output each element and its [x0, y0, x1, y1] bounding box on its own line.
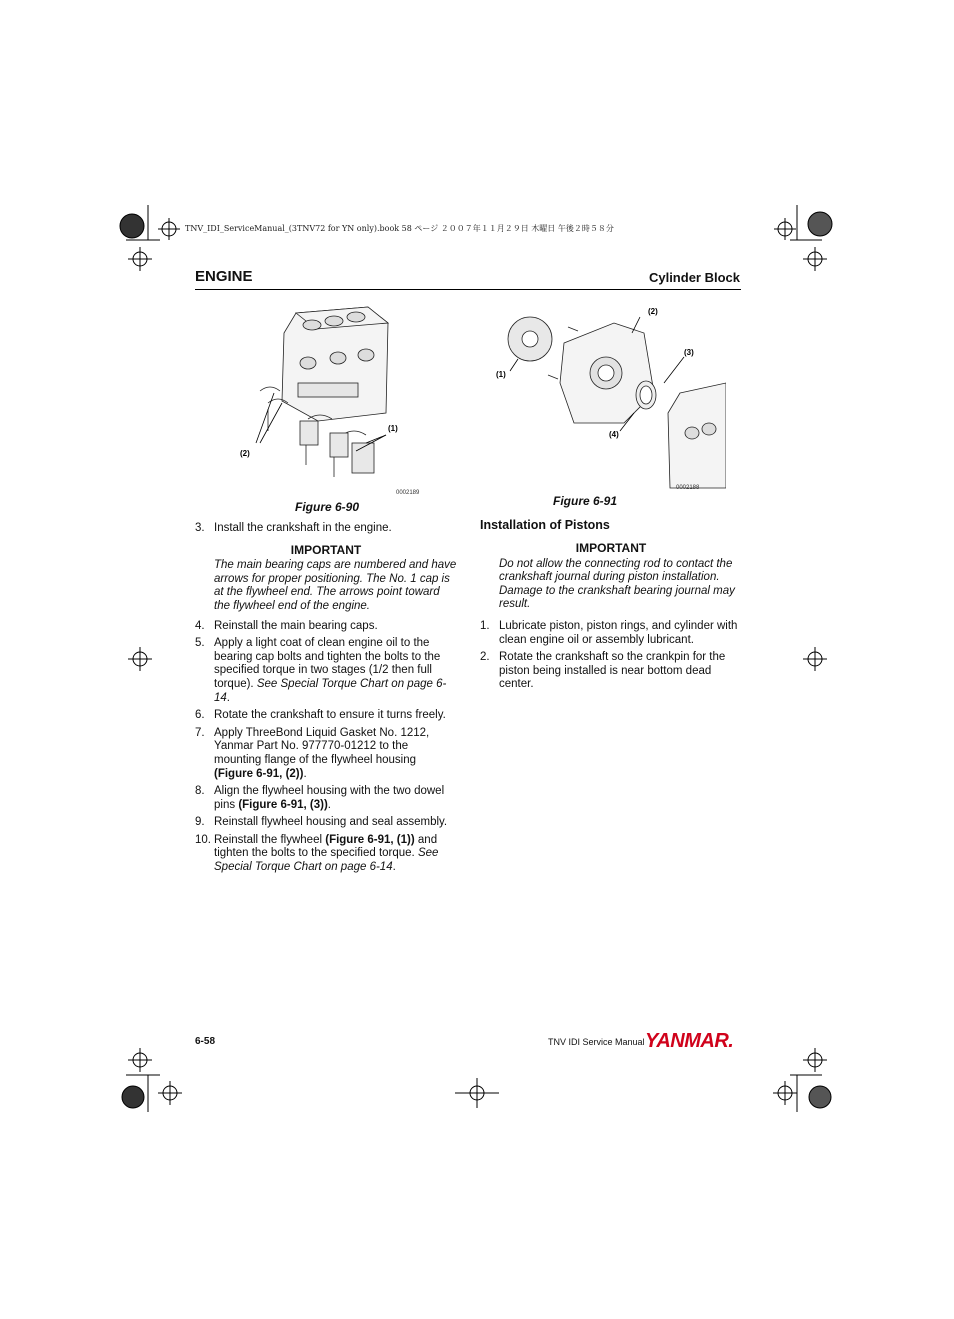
manual-title: TNV IDI Service Manual	[548, 1037, 645, 1047]
right-column	[480, 542, 742, 696]
piston-step-2: 2. Rotate the crankshaft so the crankpin for the piston being installed is near bottom dead center.	[480, 651, 726, 691]
important-text-right: Do not allow the connecting rod to contact the crankshaft journal during piston installation. Damage to the crankshaft bearing journal may result.	[499, 557, 735, 611]
header-rule	[195, 289, 741, 290]
section-heading-installation-of-pistons: Installation of Pistons	[480, 518, 610, 532]
step-7: 7. Apply ThreeBond Liquid Gasket No. 1212, Yanmar Part No. 977770-01212 to the mounting flange of the flywheel housing (Figure 6-91, (2)).	[195, 726, 430, 780]
step-8-figure-ref: (Figure 6-91, (3))	[238, 798, 328, 811]
step-10-figure-ref: (Figure 6-91, (1))	[325, 833, 415, 846]
figure-6-90-illustration	[238, 303, 438, 498]
figure-6-91-illustration	[494, 303, 726, 493]
fig91-callout-3: (3)	[684, 348, 694, 357]
print-info-line: TNV_IDI_ServiceManual_(3TNV72 for YN only).book 58 ページ ２００７年１１月２９日 木曜日 午後２時５８分	[185, 224, 614, 233]
step-6: 6. Rotate the crankshaft to ensure it turns freely.	[195, 709, 446, 722]
figure-6-91-caption: Figure 6-91	[553, 494, 618, 508]
figure-6-90-caption: Figure 6-90	[295, 500, 360, 514]
topic-title: Cylinder Block	[648, 270, 740, 285]
step-5: 5. Apply a light coat of clean engine oil to the bearing cap bolts and tighten the bolts to the specified torque in two stages (1/2 then full torque). See Special Torque Chart on page 6-14.	[195, 637, 447, 704]
fig90-callout-2: (2)	[240, 449, 250, 458]
step-8: 8. Align the flywheel housing with the two dowel pins (Figure 6-91, (3)).	[195, 785, 445, 811]
fig91-callout-4: (4)	[609, 430, 619, 439]
piston-step-1: 1. Lubricate piston, piston rings, and cylinder with clean engine oil or assembly lubricant.	[480, 619, 738, 646]
step-4: 4. Reinstall the main bearing caps.	[195, 619, 378, 632]
fig90-callout-1: (1)	[388, 424, 398, 433]
fig91-callout-1: (1)	[496, 370, 506, 379]
section-title: ENGINE	[195, 268, 253, 285]
important-heading-left: IMPORTANT	[290, 542, 362, 557]
important-text-left: The main bearing caps are numbered and have arrows for proper positioning. The No. 1 cap is at the flywheel end. The arrows point toward the flywheel end of the engine.	[214, 559, 457, 612]
step-3: 3. Install the crankshaft in the engine.	[195, 522, 392, 534]
page-number: 6-58	[195, 1036, 216, 1047]
step-9: 9. Reinstall flywheel housing and seal assembly.	[195, 816, 448, 829]
fig91-code: 0002188	[676, 485, 700, 491]
step-10: 10. Reinstall the flywheel (Figure 6-91, (1)) and tighten the bolts to the specified torque. See Special Torque Chart on page 6-14.	[195, 833, 439, 874]
step-7-figure-ref: (Figure 6-91, (2))	[214, 767, 304, 780]
yanmar-logo: YANMAR.	[645, 1030, 734, 1052]
important-heading-right: IMPORTANT	[575, 541, 647, 555]
fig90-code: 0002189	[396, 490, 420, 496]
fig91-callout-2: (2)	[648, 307, 658, 316]
left-column	[195, 522, 457, 879]
